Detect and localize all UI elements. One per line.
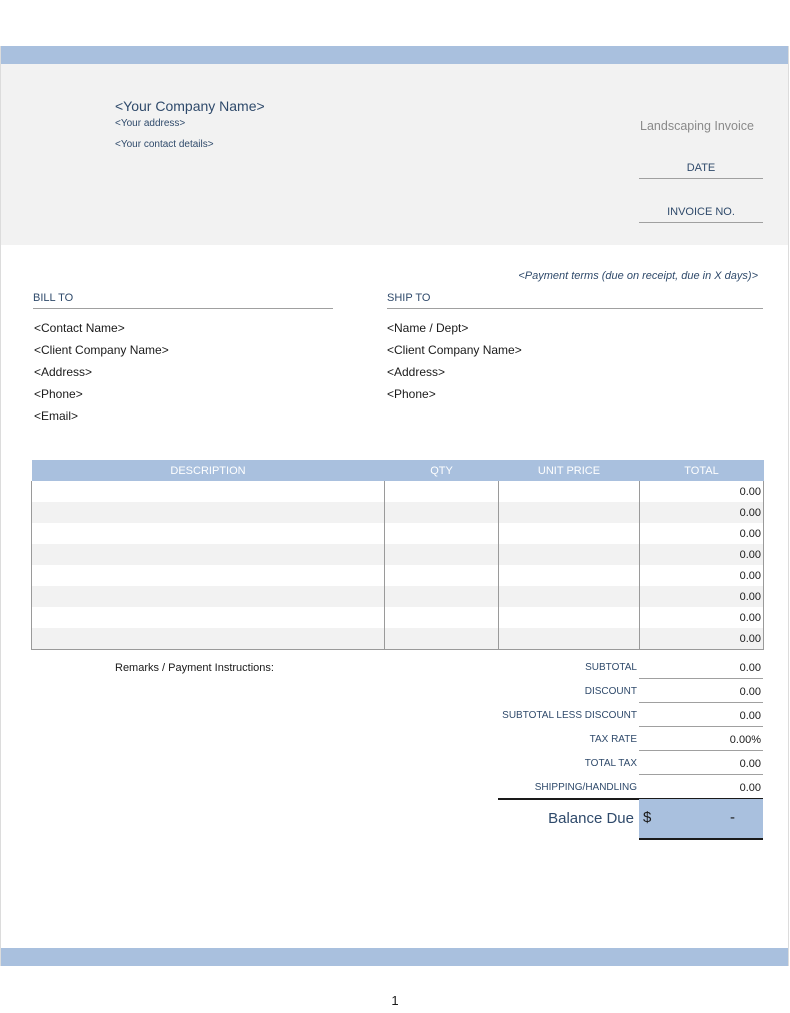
discount-value[interactable]: 0.00 xyxy=(639,680,763,703)
ship-to-name-dept: <Name / Dept> xyxy=(387,321,469,335)
table-row xyxy=(32,523,764,544)
description-cell[interactable] xyxy=(32,502,385,523)
bill-to-email: <Email> xyxy=(34,409,79,423)
table-row xyxy=(32,607,764,628)
bill-to-address-line: <Address> xyxy=(34,365,93,379)
company-address: <Your address> xyxy=(115,118,186,129)
total-cell: 0.00 xyxy=(640,502,764,523)
total-cell: 0.00 xyxy=(640,565,764,586)
line-items-table xyxy=(31,460,764,650)
qty-cell[interactable] xyxy=(385,523,499,544)
unit-price-cell[interactable] xyxy=(499,607,640,628)
unit-price-cell[interactable] xyxy=(499,481,640,502)
top-accent-band xyxy=(1,46,788,64)
subtotal-value: 0.00 xyxy=(639,656,763,679)
unit-price-cell[interactable] xyxy=(499,565,640,586)
description-cell[interactable] xyxy=(32,481,385,502)
total-header: TOTAL xyxy=(640,460,764,481)
table-row xyxy=(32,544,764,565)
qty-cell[interactable] xyxy=(385,544,499,565)
subtotal-label: SUBTOTAL xyxy=(585,662,637,673)
description-cell[interactable] xyxy=(32,628,385,650)
balance-due-label: Balance Due xyxy=(548,810,634,827)
table-row xyxy=(32,565,764,586)
qty-cell[interactable] xyxy=(385,586,499,607)
subtotal-less-discount-label: SUBTOTAL LESS DISCOUNT xyxy=(502,710,637,721)
invoice-page xyxy=(0,46,789,966)
unit-price-cell[interactable] xyxy=(499,628,640,650)
tax-rate-label: TAX RATE xyxy=(589,734,637,745)
balance-due-box xyxy=(639,799,763,840)
qty-cell[interactable] xyxy=(385,502,499,523)
description-header: DESCRIPTION xyxy=(32,460,385,481)
discount-label: DISCOUNT xyxy=(584,686,637,697)
subtotal-row xyxy=(498,656,763,680)
unit-price-cell[interactable] xyxy=(499,502,640,523)
tax-rate-value[interactable]: 0.00% xyxy=(639,728,763,751)
balance-currency: $ xyxy=(643,809,652,826)
bill-to-phone: <Phone> xyxy=(34,387,83,401)
table-row xyxy=(32,586,764,607)
subtotal-less-discount-value: 0.00 xyxy=(639,704,763,727)
tax-rate-row xyxy=(498,728,763,752)
bill-to-label: BILL TO xyxy=(33,292,333,309)
total-tax-label: TOTAL TAX xyxy=(584,758,637,769)
unit-price-cell[interactable] xyxy=(499,544,640,565)
qty-cell[interactable] xyxy=(385,607,499,628)
qty-cell[interactable] xyxy=(385,628,499,650)
description-cell[interactable] xyxy=(32,544,385,565)
company-contact: <Your contact details> xyxy=(115,139,214,150)
discount-row xyxy=(498,680,763,704)
description-cell[interactable] xyxy=(32,607,385,628)
total-cell: 0.00 xyxy=(640,481,764,502)
bill-to-contact-name: <Contact Name> xyxy=(34,321,125,335)
subtotal-less-discount-row xyxy=(498,704,763,728)
qty-cell[interactable] xyxy=(385,481,499,502)
ship-to-address-line: <Address> xyxy=(387,365,446,379)
company-name: <Your Company Name> xyxy=(115,98,265,114)
total-tax-row xyxy=(498,752,763,776)
description-cell[interactable] xyxy=(32,586,385,607)
payment-terms: <Payment terms (due on receipt, due in X days)> xyxy=(518,270,758,282)
ship-to-company: <Client Company Name> xyxy=(387,343,522,357)
qty-cell[interactable] xyxy=(385,565,499,586)
total-cell: 0.00 xyxy=(640,523,764,544)
description-cell[interactable] xyxy=(32,523,385,544)
bottom-accent-band xyxy=(1,948,788,966)
unit-price-header: UNIT PRICE xyxy=(499,460,640,481)
total-tax-value: 0.00 xyxy=(639,752,763,775)
table-row xyxy=(32,502,764,523)
shipping-value[interactable]: 0.00 xyxy=(739,782,761,794)
invoice-number-label: INVOICE NO. xyxy=(639,206,763,223)
ship-to-label: SHIP TO xyxy=(387,292,763,309)
total-cell: 0.00 xyxy=(640,544,764,565)
balance-due-value: - xyxy=(730,809,735,826)
unit-price-cell[interactable] xyxy=(499,523,640,544)
total-cell: 0.00 xyxy=(640,586,764,607)
bill-to-address xyxy=(34,317,169,427)
shipping-label: SHIPPING/HANDLING xyxy=(534,782,637,793)
total-cell: 0.00 xyxy=(640,628,764,650)
table-header-row xyxy=(32,460,764,481)
bill-to-company: <Client Company Name> xyxy=(34,343,169,357)
table-row xyxy=(32,481,764,502)
ship-to-phone: <Phone> xyxy=(387,387,436,401)
invoice-title: Landscaping Invoice xyxy=(640,119,754,133)
ship-to-address xyxy=(387,317,522,405)
qty-header: QTY xyxy=(385,460,499,481)
unit-price-cell[interactable] xyxy=(499,586,640,607)
date-label: DATE xyxy=(639,162,763,179)
description-cell[interactable] xyxy=(32,565,385,586)
shipping-row xyxy=(498,776,763,800)
table-row xyxy=(32,628,764,650)
page-number: 1 xyxy=(391,993,399,1008)
remarks-label: Remarks / Payment Instructions: xyxy=(115,662,274,674)
total-cell: 0.00 xyxy=(640,607,764,628)
